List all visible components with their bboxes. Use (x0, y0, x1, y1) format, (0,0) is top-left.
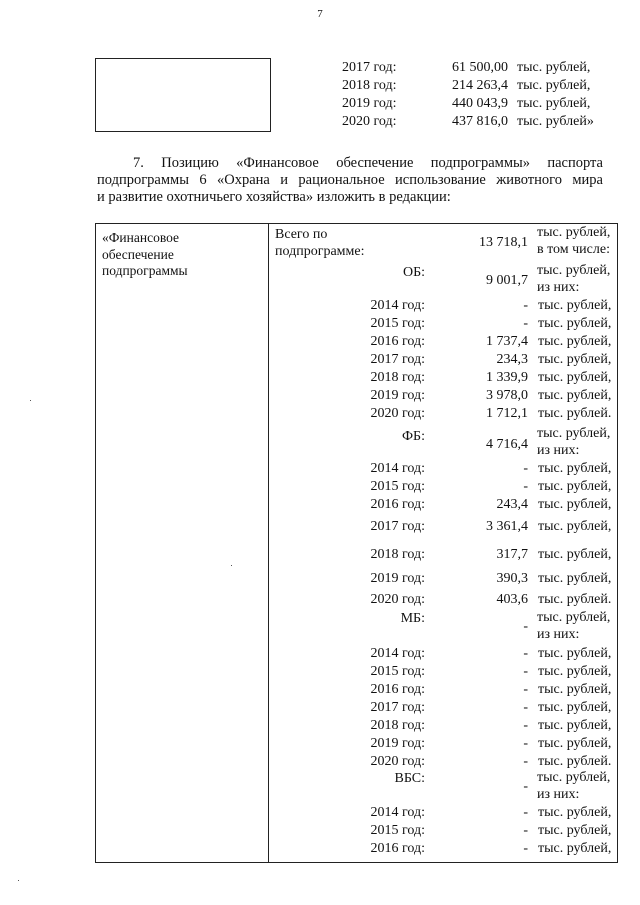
section-label: ВБС: (394, 771, 425, 786)
financing-label (102, 230, 188, 280)
amount-value: - (523, 479, 528, 494)
unit-label: тыс. рублей, (517, 78, 591, 93)
amendment-paragraph (97, 155, 603, 206)
section-unit (537, 425, 610, 459)
amount-value: - (523, 682, 528, 697)
amount-value: - (523, 805, 528, 820)
year-label: 2017 год: (370, 700, 425, 715)
year-label: 2014 год: (370, 298, 425, 313)
amount-value: - (523, 646, 528, 661)
scan-speck (18, 880, 19, 881)
total-unit (537, 224, 610, 258)
section-label: МБ: (400, 611, 425, 626)
section-label: ФБ: (402, 429, 425, 444)
year-label: 2015 год: (370, 316, 425, 331)
amount-value: 1 339,9 (486, 370, 528, 385)
year-label: 2020 год: (342, 114, 397, 129)
year-label: 2014 год: (370, 805, 425, 820)
main-table-label-cell (95, 223, 269, 863)
year-label: 2019 год: (370, 388, 425, 403)
section-unit-line: из них: (537, 443, 580, 458)
amount-value: 1 712,1 (486, 406, 528, 421)
unit-label: тыс. рублей, (538, 388, 612, 403)
unit-label: тыс. рублей, (538, 571, 612, 586)
amount-value: 403,6 (496, 592, 528, 607)
total-unit-line: тыс. рублей, (537, 225, 611, 240)
amount-value: - (523, 316, 528, 331)
year-label: 2016 год: (370, 334, 425, 349)
unit-label: тыс. рублей. (538, 754, 612, 769)
amount-value: 61 500,00 (452, 60, 508, 75)
section-total-value: - (523, 619, 528, 634)
year-label: 2018 год: (370, 370, 425, 385)
unit-label: тыс. рублей, (538, 316, 612, 331)
section-unit (537, 769, 610, 803)
section-total-value: 4 716,4 (486, 437, 528, 452)
total-value: 13 718,1 (479, 235, 528, 250)
amount-value: - (523, 736, 528, 751)
section-total-value: - (523, 779, 528, 794)
unit-label: тыс. рублей, (538, 479, 612, 494)
unit-label: тыс. рублей, (538, 352, 612, 367)
unit-label: тыс. рублей, (538, 736, 612, 751)
amount-value: 3 978,0 (486, 388, 528, 403)
section-unit (537, 609, 610, 643)
year-label: 2020 год: (370, 592, 425, 607)
year-label: 2019 год: (370, 736, 425, 751)
scan-speck (231, 565, 232, 566)
year-label: 2017 год: (370, 352, 425, 367)
unit-label: тыс. рублей, (538, 823, 612, 838)
year-label: 2017 год: (342, 60, 397, 75)
unit-label: тыс. рублей, (538, 682, 612, 697)
year-label: 2019 год: (370, 571, 425, 586)
amount-value: - (523, 664, 528, 679)
page-number: 7 (317, 8, 323, 20)
unit-label: тыс. рублей, (517, 96, 591, 111)
unit-label: тыс. рублей, (538, 497, 612, 512)
amount-value: 440 043,9 (452, 96, 508, 111)
unit-label: тыс. рублей, (538, 841, 612, 856)
unit-label: тыс. рублей. (538, 406, 612, 421)
section-unit-line: из них: (537, 280, 580, 295)
unit-label: тыс. рублей, (538, 805, 612, 820)
amount-value: - (523, 754, 528, 769)
year-label: 2018 год: (370, 547, 425, 562)
total-label (275, 226, 364, 260)
unit-label: тыс. рублей, (538, 461, 612, 476)
year-label: 2015 год: (370, 479, 425, 494)
unit-label: тыс. рублей, (538, 298, 612, 313)
year-label: 2016 год: (370, 841, 425, 856)
year-label: 2016 год: (370, 497, 425, 512)
amount-value: - (523, 823, 528, 838)
amount-value: 243,4 (496, 497, 528, 512)
year-label: 2020 год: (370, 406, 425, 421)
total-unit-line: в том числе: (537, 242, 610, 257)
paragraph-line: и развитие охотничьего хозяйства» изложить в редакции: (97, 189, 451, 205)
unit-label: тыс. рублей, (538, 664, 612, 679)
year-label: 2017 год: (370, 519, 425, 534)
unit-label: тыс. рублей» (517, 114, 594, 129)
unit-label: тыс. рублей, (517, 60, 591, 75)
amount-value: - (523, 718, 528, 733)
year-label: 2014 год: (370, 461, 425, 476)
unit-label: тыс. рублей, (538, 700, 612, 715)
unit-label: тыс. рублей, (538, 718, 612, 733)
unit-label: тыс. рублей, (538, 519, 612, 534)
section-unit-line: тыс. рублей, (537, 770, 611, 785)
section-unit-line: из них: (537, 627, 580, 642)
paragraph-line: подпрограммы 6 «Охрана и рациональное использование животного мира (97, 172, 603, 188)
year-label: 2015 год: (370, 823, 425, 838)
total-label-line: подпрограмме: (275, 244, 365, 259)
section-unit-line: тыс. рублей, (537, 610, 611, 625)
year-label: 2014 год: (370, 646, 425, 661)
year-label: 2018 год: (342, 78, 397, 93)
section-unit-line: тыс. рублей, (537, 426, 611, 441)
unit-label: тыс. рублей, (538, 370, 612, 385)
amount-value: 234,3 (496, 352, 528, 367)
amount-value: 214 263,4 (452, 78, 508, 93)
paragraph-line: 7. Позицию «Финансовое обеспечение подпрограммы» паспорта (133, 155, 603, 171)
financing-label-line: обеспечение (102, 246, 174, 262)
amount-value: - (523, 461, 528, 476)
year-label: 2018 год: (370, 718, 425, 733)
amount-value: 3 361,4 (486, 519, 528, 534)
amount-value: 317,7 (496, 547, 528, 562)
section-total-value: 9 001,7 (486, 273, 528, 288)
section-unit (537, 262, 610, 296)
section-unit-line: тыс. рублей, (537, 263, 611, 278)
unit-label: тыс. рублей, (538, 646, 612, 661)
section-label: ОБ: (402, 265, 425, 280)
year-label: 2019 год: (342, 96, 397, 111)
financing-label-line: «Финансовое (102, 230, 180, 245)
amount-value: 1 737,4 (486, 334, 528, 349)
year-label: 2020 год: (370, 754, 425, 769)
section-unit-line: из них: (537, 787, 580, 802)
unit-label: тыс. рублей, (538, 547, 612, 562)
year-label: 2015 год: (370, 664, 425, 679)
amount-value: - (523, 841, 528, 856)
top-table-empty-cell (95, 58, 271, 132)
unit-label: тыс. рублей. (538, 592, 612, 607)
unit-label: тыс. рублей, (538, 334, 612, 349)
scan-speck (30, 400, 31, 401)
amount-value: 390,3 (496, 571, 528, 586)
total-label-line: Всего по (275, 227, 328, 242)
amount-value: - (523, 700, 528, 715)
year-label: 2016 год: (370, 682, 425, 697)
financing-label-line: подпрограммы (102, 263, 188, 278)
amount-value: - (523, 298, 528, 313)
amount-value: 437 816,0 (452, 114, 508, 129)
